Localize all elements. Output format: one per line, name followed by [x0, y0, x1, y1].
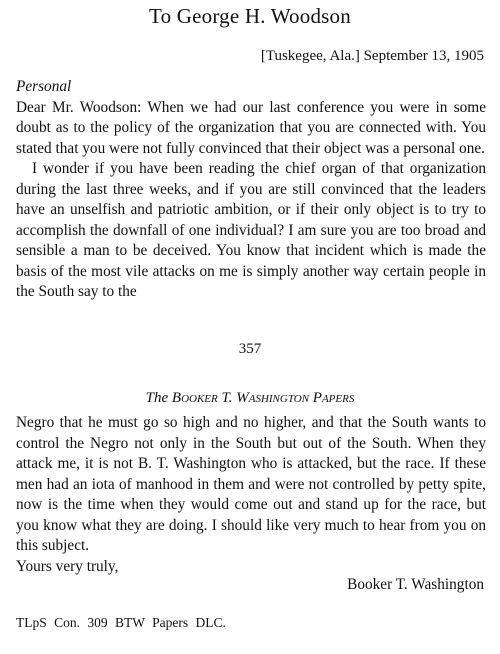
page-number: 357: [238, 341, 262, 357]
closing: Yours very truly,: [16, 557, 119, 575]
running-head-title: Booker T. Washington Papers: [171, 390, 355, 406]
letter-body-top: [16, 77, 486, 303]
letter-title: To George H. Woodson: [149, 4, 351, 28]
personal-label: Personal: [16, 78, 72, 95]
paragraph-2-part-1: I wonder if you have been reading the chief organ of that organization during the last three weeks, and if you are still convinced that the leaders have an unselfish and patriotic ambition, or if their only object is to try to accomplish the downfall of one individual? I am sure you are too broad and sensible a man to be deceived. You know that incident which is made the basis of the most vile attacks on me is simply another way certain people in the South say to the: [16, 160, 486, 300]
paragraph-2-part-2: Negro that he must go so high and no higher, and that the South wants to control the Negro not only in the South but out of the South. When they attack me, it is not B. T. Washington who is attacked, but the race. If these men had an iota of manhood in them and were not controlled by petty spite, now is the time when they would come out and stand up for the race, but you know what they are doing. I should like very much to hear from you on this subject.: [16, 414, 486, 554]
running-head: [0, 388, 500, 408]
paragraph-1: Dear Mr. Woodson: When we had our last conference you were in some doubt as to the policy of the organization that you are connected with. You stated that you were not fully convinced that their object was a personal one.: [16, 98, 486, 157]
source-note: TLpS Con. 309 BTW Papers DLC.: [16, 615, 226, 630]
dateline: [Tuskegee, Ala.] September 13, 1905: [260, 48, 484, 64]
running-head-prefix: The: [145, 390, 169, 406]
signature: Booker T. Washington: [347, 576, 484, 593]
letter-body-bottom: [16, 413, 486, 577]
